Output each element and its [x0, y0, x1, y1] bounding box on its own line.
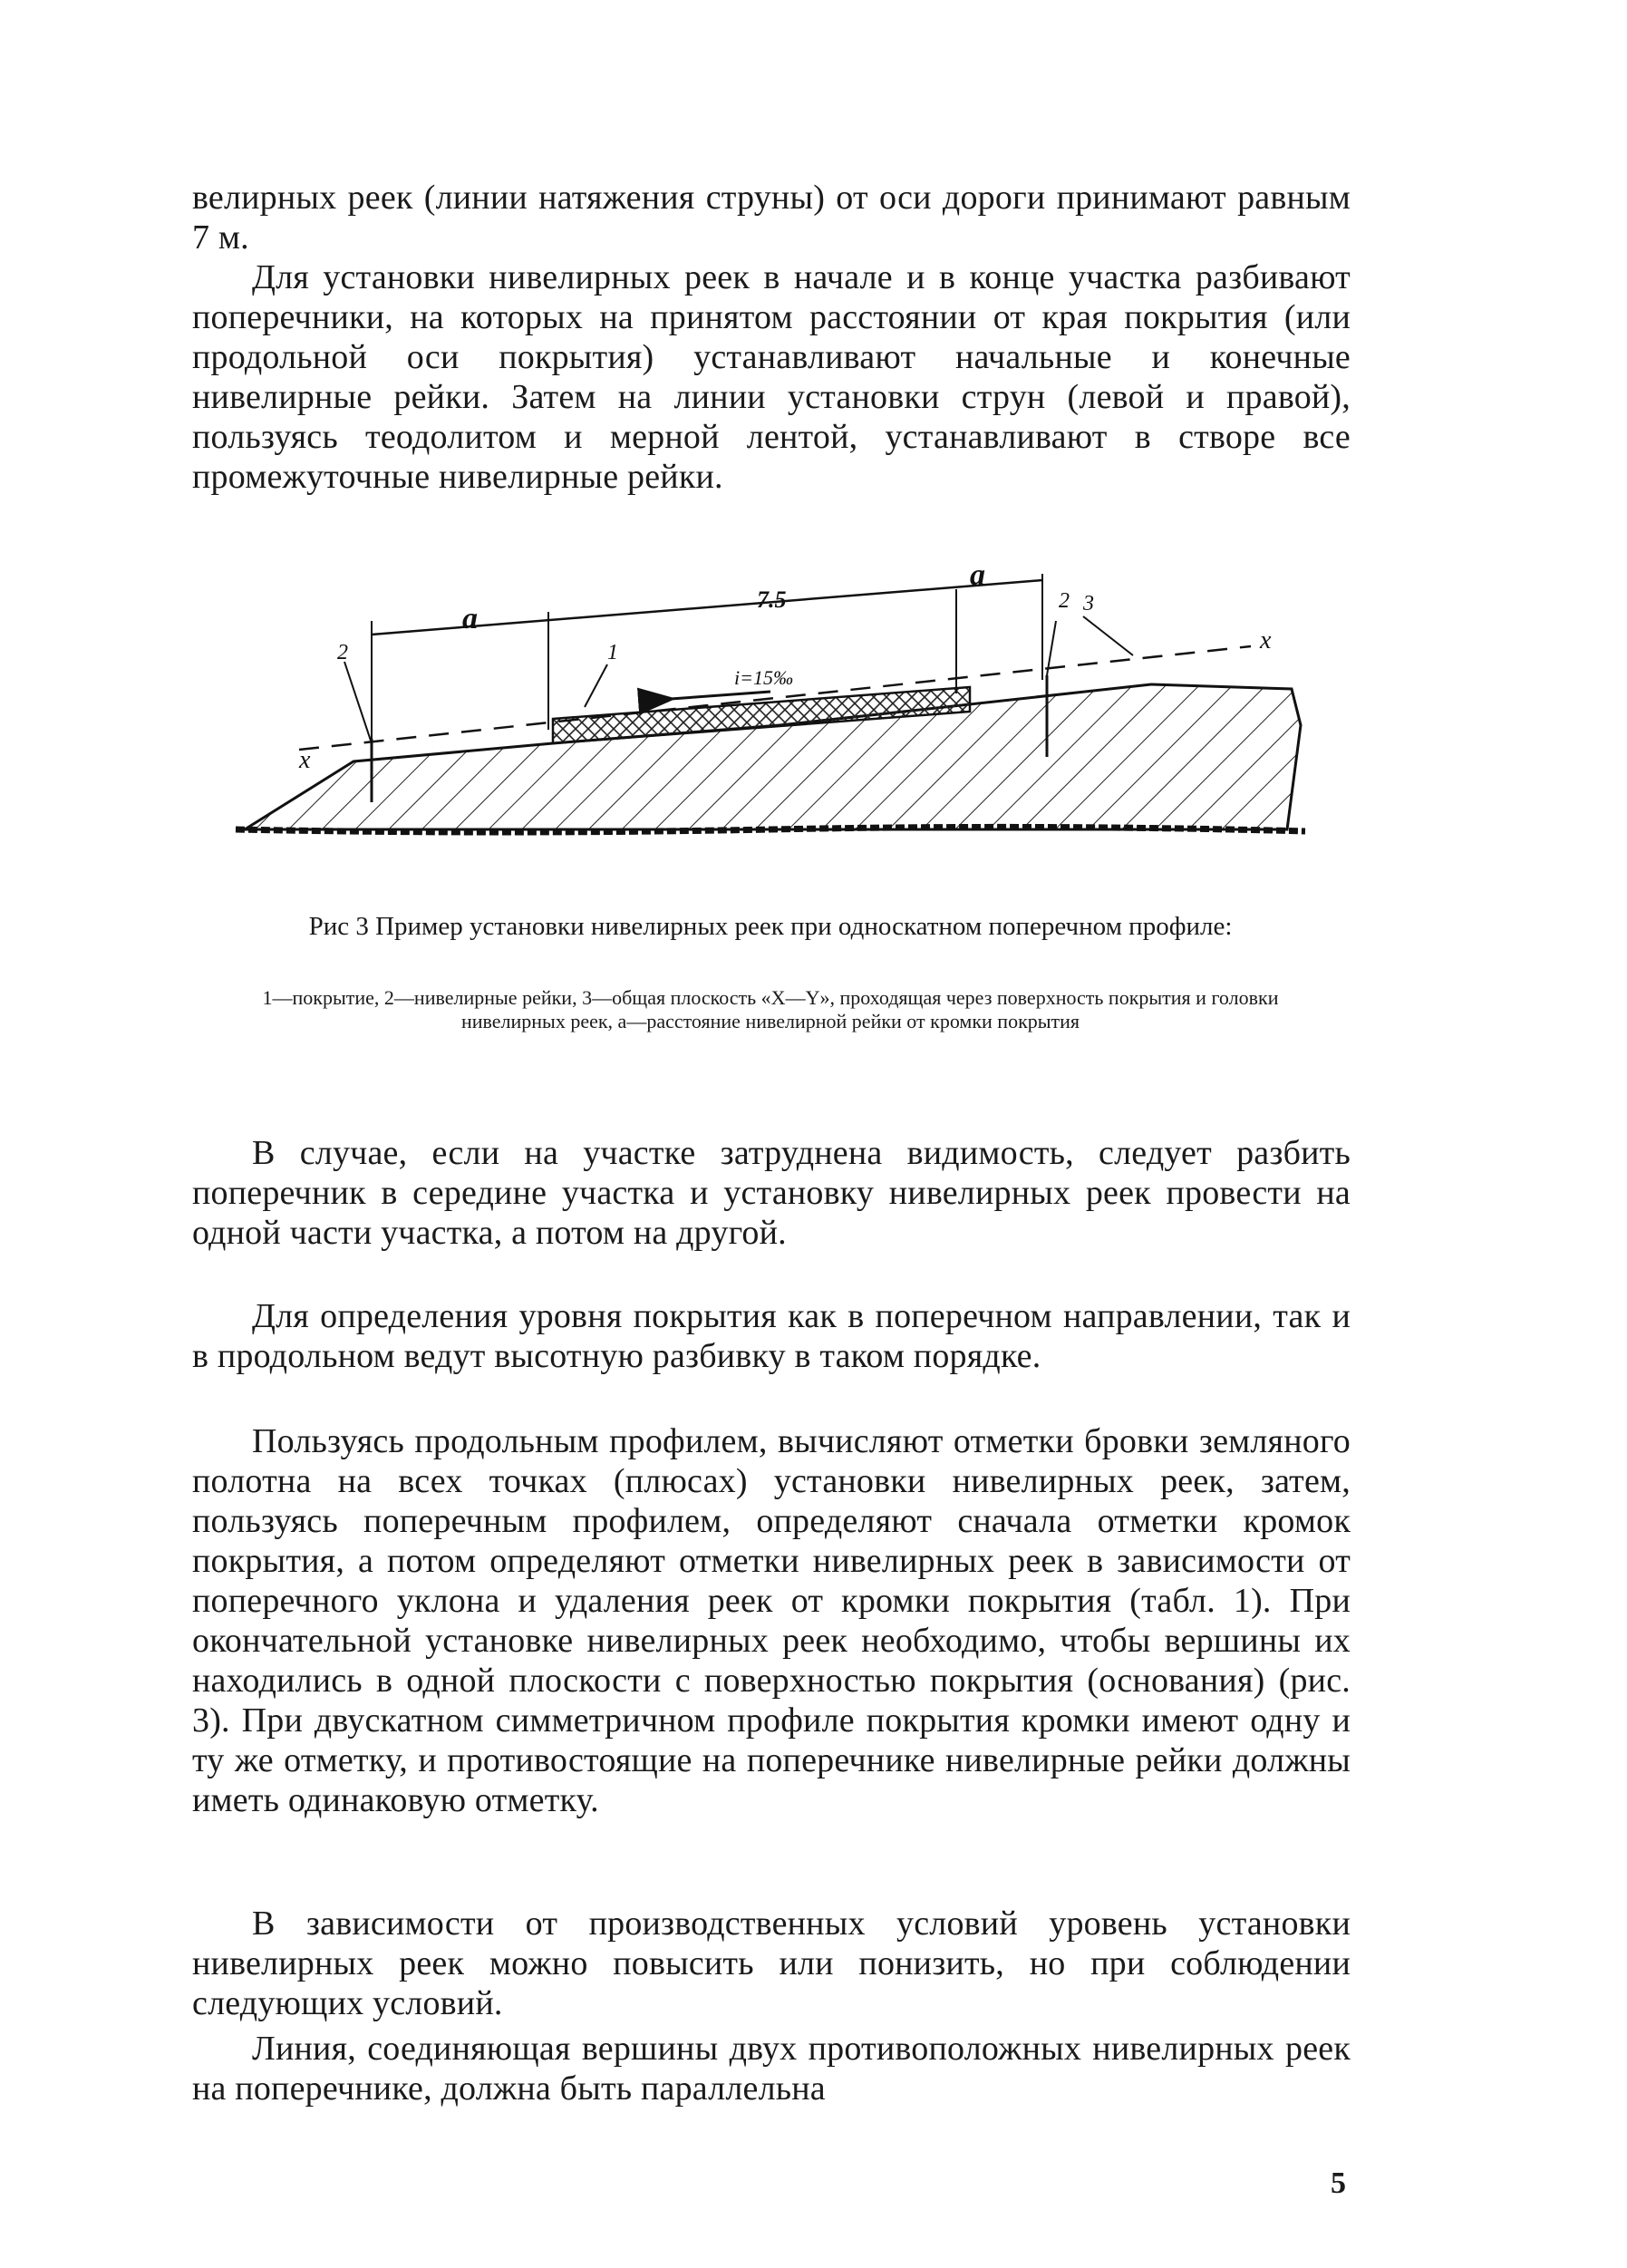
- slope-arrow: [671, 692, 770, 699]
- label-x-right: x: [1260, 626, 1272, 654]
- figure-caption-legend: 1—покрытие, 2—нивелирные рейки, 3—общая плоскость «X—Y», проходящая через поверхность покрытия и головки нивелирных реек, a—расстояние нивелирной рейки от кромки покрытия: [262, 986, 1279, 1032]
- paragraph-5: Пользуясь продольным профилем, вычисляют отметки бровки земляного полотна на всех точках (плюсах) установки нивелирных реек, затем, пользуясь поперечным профилем, определяют сначала отметки кромок покрытия, а потом определяют отметки нивелирных реек в зависимости от поперечного уклона и удаления реек от кромки покрытия (табл. 1). При окончательной установке нивелирных реек необходимо, чтобы вершины их находились в одной плоскости с поверхностью покрытия (основания) (рис. 3). При двускатном симметричном профиле покрытия кромки имеют одну и ту же отметку, и противостоящие на поперечнике нивелирные рейки должны иметь одинаковую отметку.: [192, 1422, 1351, 1819]
- figure-road-profile: [227, 557, 1314, 857]
- label-slope: i=15‰: [734, 666, 793, 689]
- page-number: 5: [1331, 2166, 1346, 2200]
- paragraph-1: велирных реек (линии натяжения струны) от оси дороги принимают равным 7 м.: [192, 179, 1351, 257]
- paragraph-7: Линия, соединяющая вершины двух противоположных нивелирных реек на поперечнике, должна быть параллельна: [192, 2030, 1351, 2108]
- label-a-left: a: [462, 602, 478, 635]
- label-width: 7.5: [757, 586, 787, 613]
- label-a-right: a: [970, 558, 985, 592]
- paragraph-2: Для установки нивелирных реек в начале и в конце участка разбивают поперечники, на которых на принятом расстоянии от края покрытия (или продольной оси покрытия) устанавливают начальные и конечные нивелирные рейки. Затем на линии установки струн (левой и правой), пользуясь теодолитом и мерной лентой, устанавливают в створе все промежуточные нивелирные рейки.: [192, 258, 1351, 496]
- paragraph-3: В случае, если на участке затруднена видимость, следует разбить поперечник в середине участка и установку нивелирных реек провести на одной части участка, а потом на другой.: [192, 1134, 1351, 1252]
- label-3: 3: [1083, 592, 1094, 615]
- label-2-right: 2: [1059, 589, 1070, 613]
- paragraph-6: В зависимости от производственных условий уровень установки нивелирных реек можно повысить или понизить, но при соблюдении следующих условий.: [192, 1905, 1351, 2022]
- label-x-left: x: [299, 746, 311, 774]
- label-1: 1: [607, 641, 618, 664]
- figure-caption-title: Рис 3 Пример установки нивелирных реек при односкатном поперечном профиле:: [308, 912, 1233, 941]
- paragraph-4: Для определения уровня покрытия как в поперечном направлении, так и в продольном ведут высотную разбивку в таком порядке.: [192, 1297, 1351, 1375]
- label-2-left: 2: [337, 641, 348, 664]
